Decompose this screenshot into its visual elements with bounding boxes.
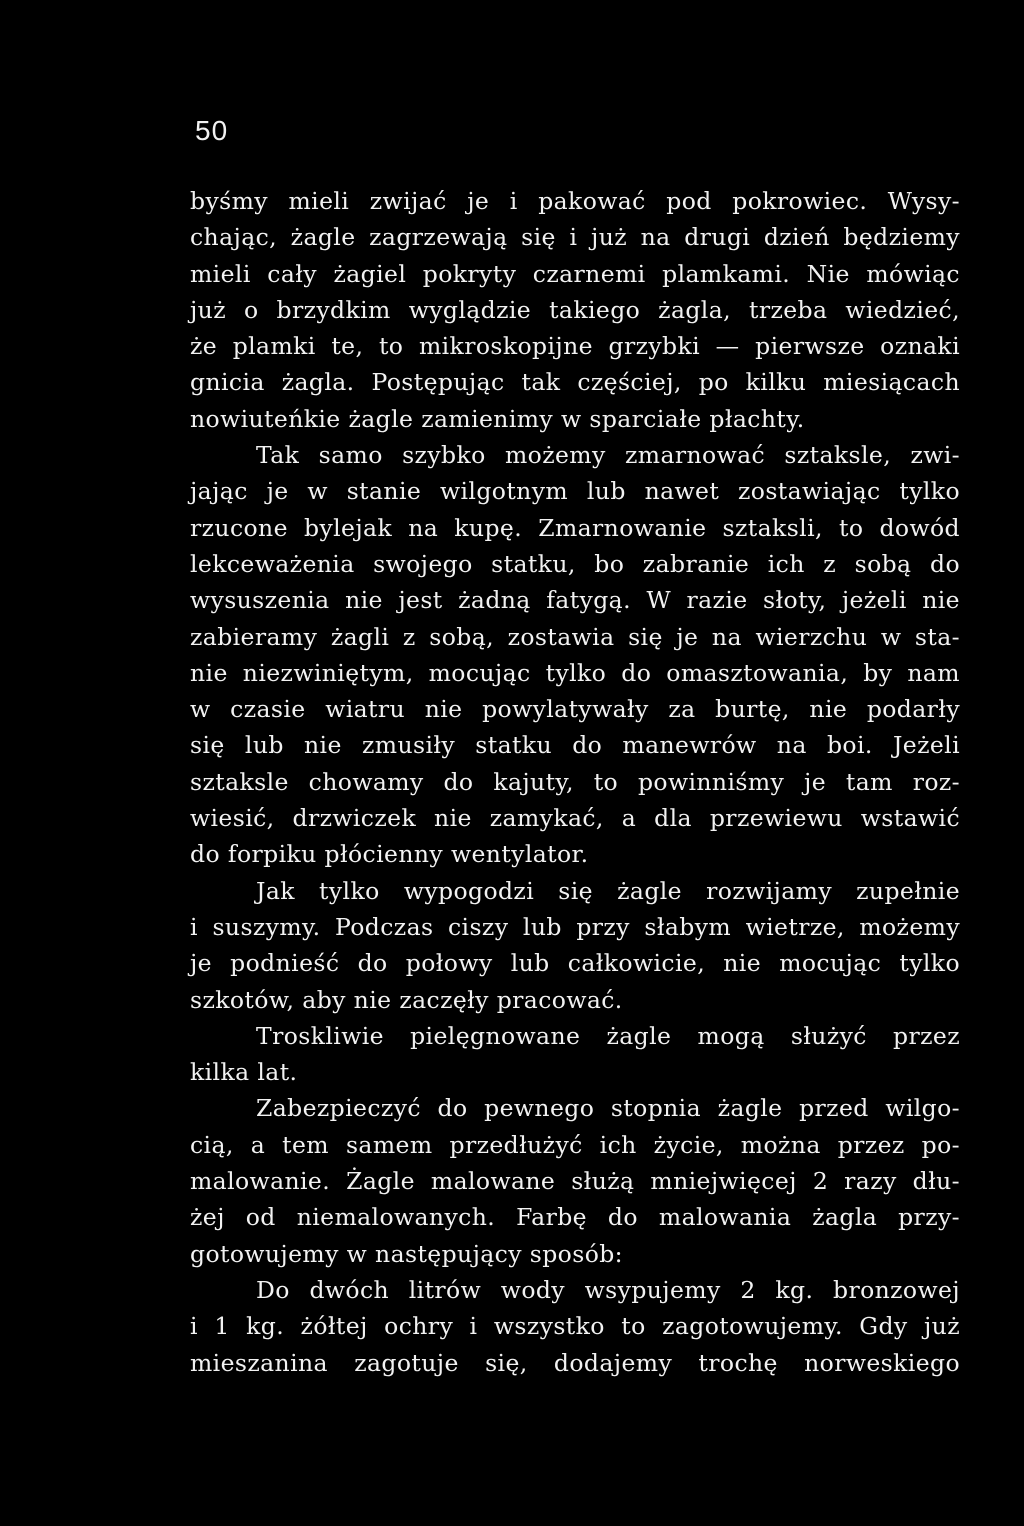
text-line: szkotów, aby nie zaczęły pracować.: [190, 985, 623, 1014]
text-line: do forpiku płócienny wentylator.: [190, 840, 589, 869]
text-line: zabieramy żagli z sobą, zostawia się je na wierzchu w sta-: [190, 622, 960, 651]
text-line: że plamki te, to mikroskopijne grzybki — pierwsze oznaki: [190, 332, 960, 361]
page-number: 50: [195, 115, 229, 146]
text-line: Tak samo szybko możemy zmarnować sztaksle, zwi-: [256, 441, 960, 470]
text-line: cią, a tem samem przedłużyć ich życie, można przez po-: [190, 1130, 960, 1159]
text-line: i 1 kg. żółtej ochry i wszystko to zagotowujemy. Gdy już: [190, 1312, 960, 1341]
text-line: jając je w stanie wilgotnym lub nawet zostawiając tylko: [190, 477, 960, 506]
text-line: chając, żagle zagrzewają się i już na drugi dzień będziemy: [190, 223, 960, 252]
text-line: je podnieść do połowy lub całkowicie, nie mocując tylko: [190, 949, 960, 978]
text-line: lekceważenia swojego statku, bo zabranie ich z sobą do: [190, 549, 960, 578]
text-line: wysuszenia nie jest żadną fatygą. W razie słoty, jeżeli nie: [190, 586, 960, 615]
text-line: mieli cały żagiel pokryty czarnemi plamkami. Nie mówiąc: [190, 259, 960, 288]
text-line: nie niezwiniętym, mocując tylko do omasztowania, by nam: [190, 658, 960, 687]
text-line: mieszanina zagotuje się, dodajemy trochę norweskiego: [190, 1348, 960, 1377]
text-line: gotowujemy w następujący sposób:: [190, 1239, 623, 1268]
text-line: sztaksle chowamy do kajuty, to powinniśmy je tam roz-: [190, 767, 960, 796]
text-line: i suszymy. Podczas ciszy lub przy słabym wietrze, możemy: [190, 912, 960, 941]
text-line: rzucone bylejak na kupę. Zmarnowanie sztaksli, to dowód: [190, 513, 960, 542]
text-line: Zabezpieczyć do pewnego stopnia żagle przed wilgo-: [256, 1094, 960, 1123]
text-line: się lub nie zmusiły statku do manewrów na boi. Jeżeli: [190, 731, 960, 760]
text-line: nowiuteńkie żagle zamienimy w sparciałe płachty.: [190, 404, 805, 433]
text-line: malowanie. Żagle malowane służą mniejwięcej 2 razy dłu-: [190, 1167, 960, 1196]
text-line: kilka lat.: [190, 1058, 298, 1087]
text-line: Troskliwie pielęgnowane żagle mogą służyć przez: [256, 1021, 960, 1050]
body-text: [190, 183, 960, 1381]
text-line: wiesić, drzwiczek nie zamykać, a dla przewiewu wstawić: [190, 804, 960, 833]
text-line: w czasie wiatru nie powylatywały za burtę, nie podarły: [190, 695, 960, 724]
text-line: żej od niemalowanych. Farbę do malowania żagla przy-: [190, 1203, 960, 1232]
text-line: byśmy mieli zwijać je i pakować pod pokrowiec. Wysy-: [190, 187, 960, 215]
text-line: już o brzydkim wyglądzie takiego żagla, trzeba wiedzieć,: [190, 295, 960, 324]
text-line: Jak tylko wypogodzi się żagle rozwijamy zupełnie: [256, 876, 960, 905]
text-line: Do dwóch litrów wody wsypujemy 2 kg. bronzowej: [256, 1275, 960, 1304]
text-line: gnicia żagla. Postępując tak częściej, po kilku miesiącach: [190, 368, 960, 397]
